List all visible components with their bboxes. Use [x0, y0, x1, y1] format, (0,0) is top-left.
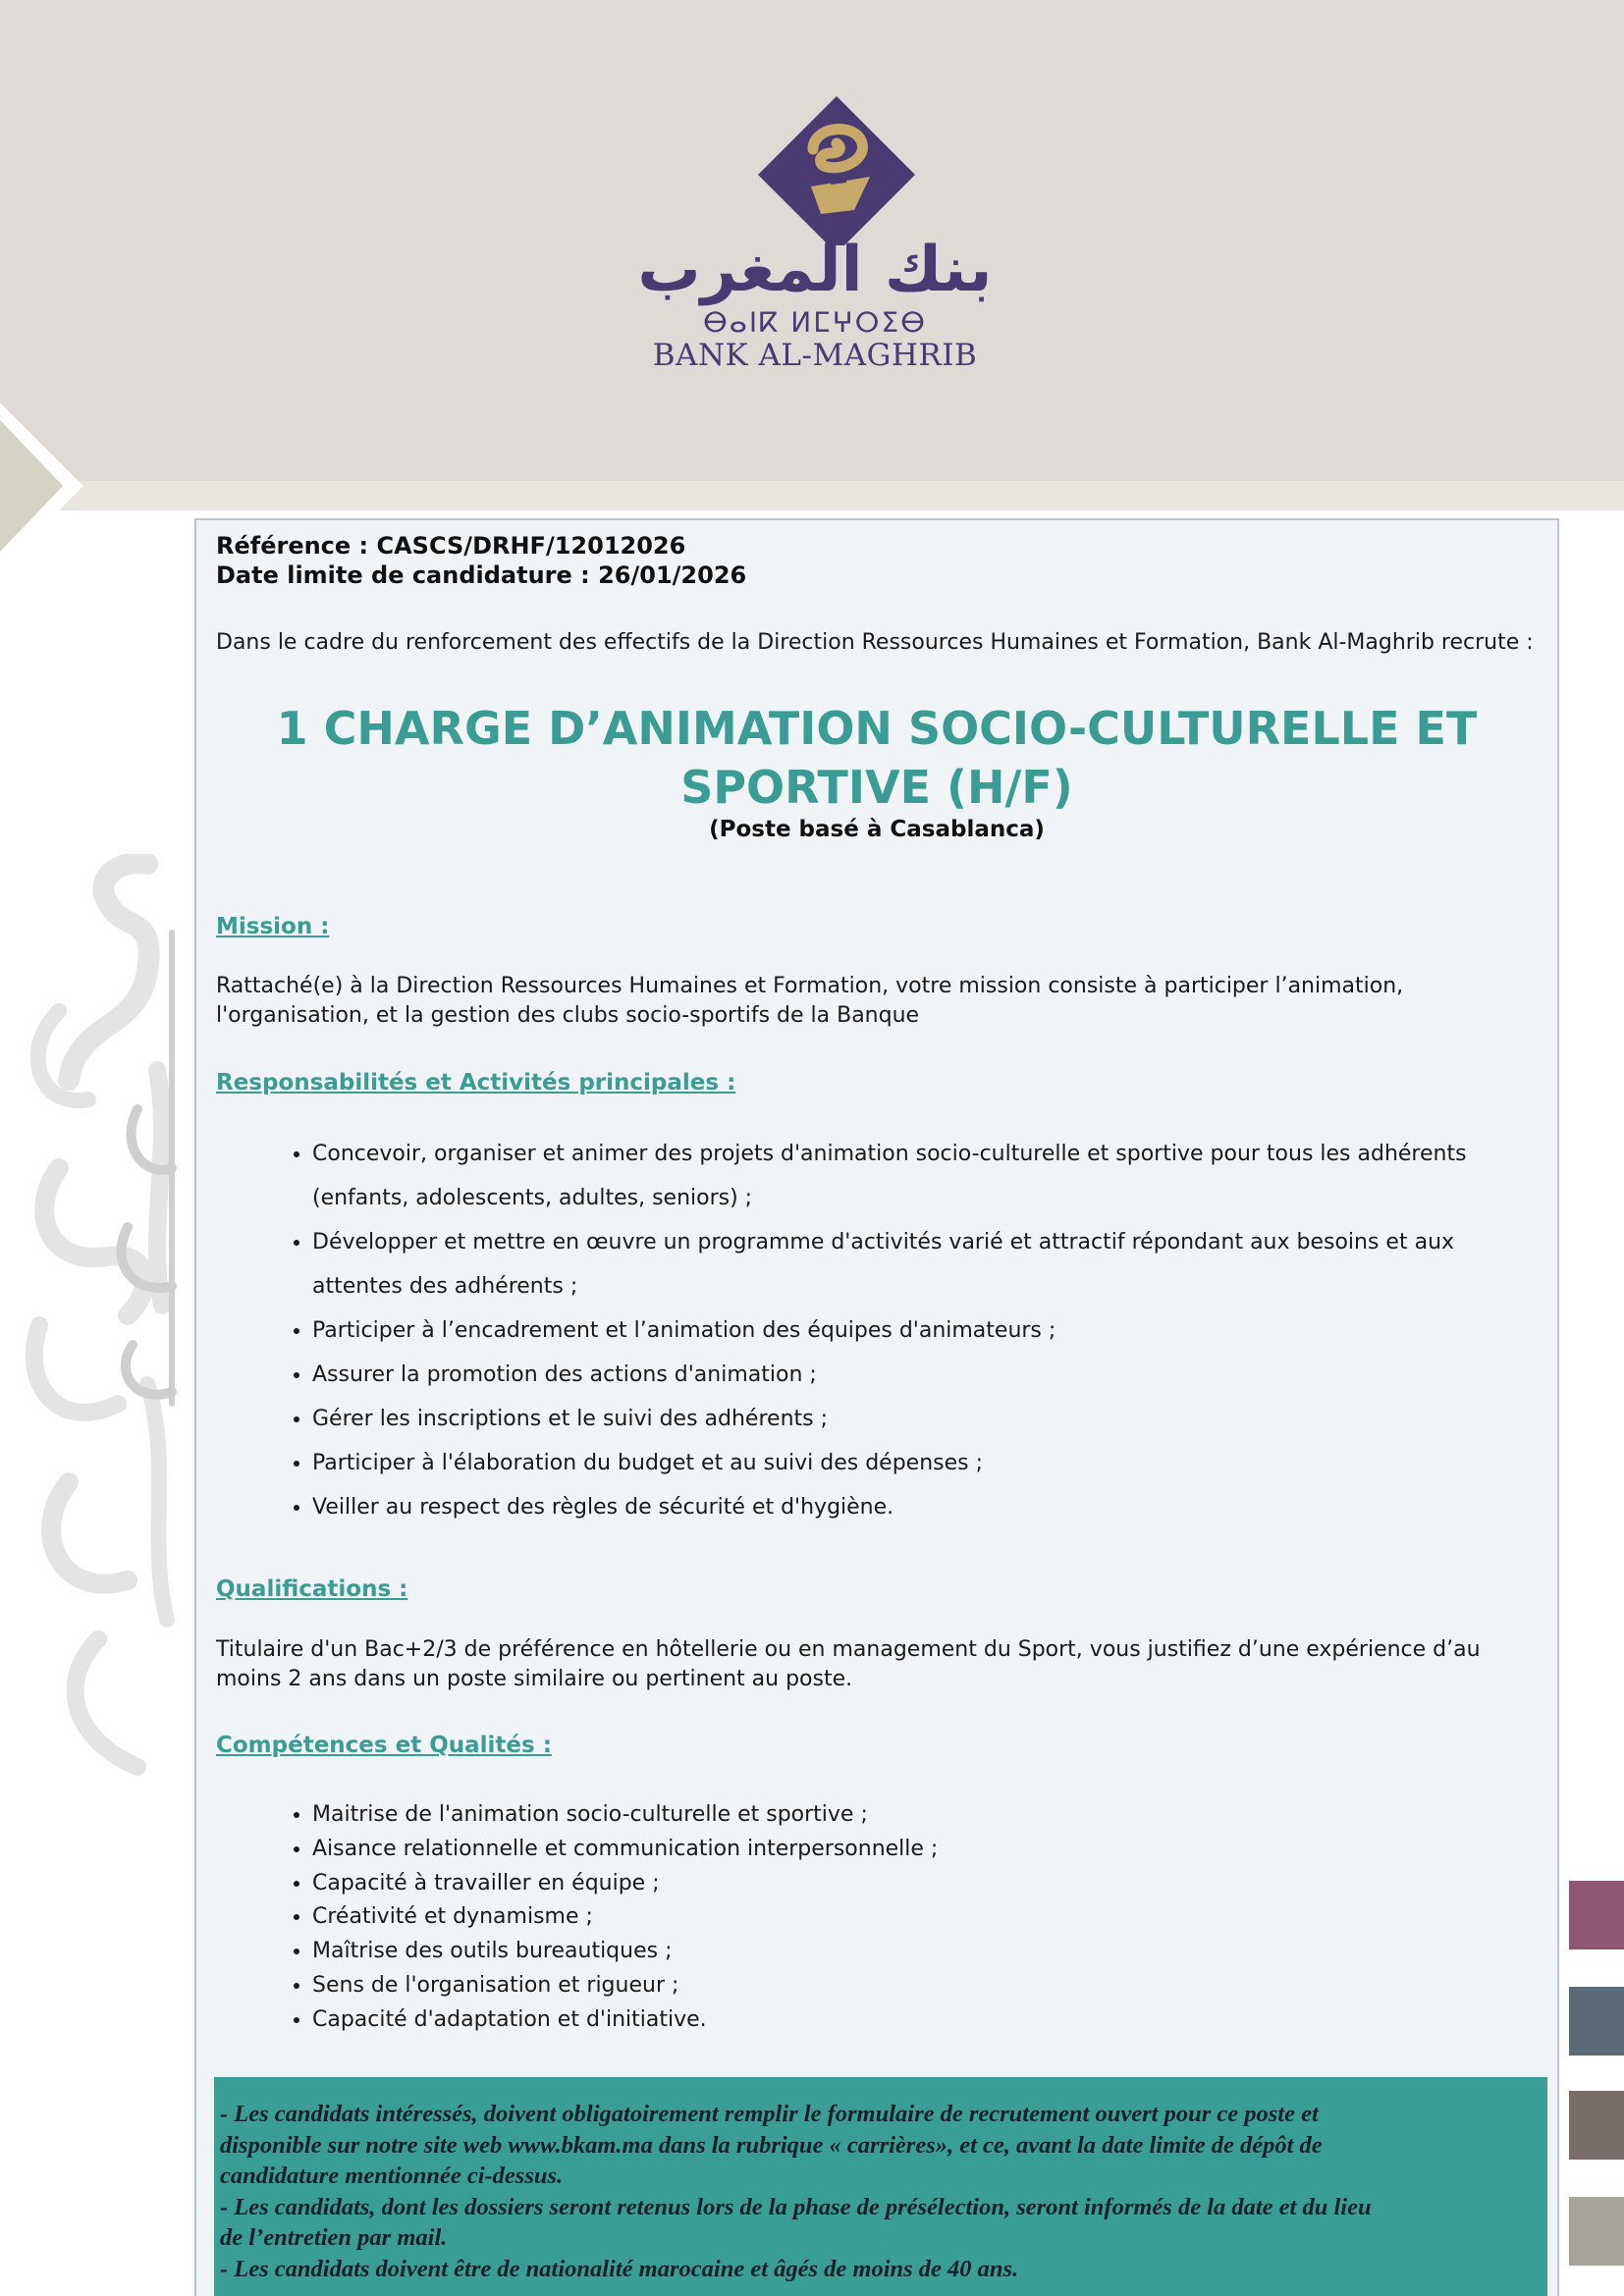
- list-item: • Sens de l'organisation et rigueur ;: [312, 1969, 938, 2003]
- mission-heading: Mission :: [216, 914, 330, 939]
- calligraphy-watermark: [0, 854, 196, 1796]
- list-item: • Maîtrise des outils bureautiques ;: [312, 1935, 938, 1969]
- list-item: • Capacité à travailler en équipe ;: [312, 1867, 938, 1901]
- list-item: • Gérer les inscriptions et le suivi des adhérents ;: [312, 1397, 1467, 1441]
- list-item: • Créativité et dynamisme ;: [312, 1900, 938, 1935]
- color-swatch-1: [1569, 1881, 1624, 1949]
- list-item: • Assurer la promotion des actions d'animation ;: [312, 1353, 1467, 1397]
- reference-line: Référence : CASCS/DRHF/12012026: [216, 532, 686, 560]
- logo-arabic-name: بنك المغرب: [637, 234, 993, 306]
- job-title-line2: SPORTIVE (H/F): [680, 761, 1073, 814]
- color-swatch-4: [1569, 2197, 1624, 2266]
- qualifications-text-line1: Titulaire d'un Bac+2/3 de préférence en hôtellerie ou en management du Sport, vous justifiez d’une expérience d’au: [216, 1637, 1481, 1662]
- color-swatch-2: [1569, 1987, 1624, 2056]
- mission-text-line2: l'organisation, et la gestion des clubs socio-sportifs de la Banque: [216, 1003, 920, 1028]
- list-item: • Maitrise de l'animation socio-culturelle et sportive ;: [312, 1798, 938, 1833]
- list-item: • Veiller au respect des règles de sécurité et d'hygiène.: [312, 1485, 1467, 1529]
- notice-line: - Les candidats, dont les dossiers seront retenus lors de la phase de présélection, seront informés de la date et du lieu: [220, 2193, 1372, 2220]
- list-item: • Participer à l'élaboration du budget et au suivi des dépenses ;: [312, 1441, 1467, 1485]
- qualifications-heading: Qualifications :: [216, 1576, 408, 1602]
- notice-line: candidature mentionnée ci-dessus.: [220, 2163, 564, 2189]
- notice-line: de l’entretien par mail.: [220, 2224, 448, 2251]
- skills-heading: Compétences et Qualités :: [216, 1733, 552, 1758]
- emblem-icon: [589, 88, 1041, 245]
- color-swatch-3: [1569, 2091, 1624, 2160]
- deadline-line: Date limite de candidature : 26/01/2026: [216, 561, 747, 589]
- notice-line: disponible sur notre site web www.bkam.ma dans la rubrique « carrières», et ce, avant la date limite de dépôt de: [220, 2131, 1323, 2159]
- notice-line: - Les candidats intéressés, doivent obligatoirement remplir le formulaire de recrutement ouvert pour ce poste et: [220, 2101, 1319, 2127]
- chevron-decoration: [0, 402, 88, 569]
- qualifications-text-line2: moins 2 ans dans un poste similaire ou pertinent au poste.: [216, 1667, 853, 1691]
- application-notice: [214, 2077, 1547, 2296]
- list-item: • Concevoir, organiser et animer des projets d'animation socio-culturelle et sportive pour tous les adhérents (enfants, adolescents, adultes, seniors) ;: [312, 1132, 1467, 1220]
- responsibilities-list: [265, 1132, 1467, 1529]
- list-item: • Développer et mettre en œuvre un programme d'activités varié et attractif répondant aux besoins et aux attentes des adhérents ;: [312, 1220, 1467, 1308]
- list-item: • Aisance relationnelle et communication interpersonnelle ;: [312, 1833, 938, 1867]
- logo-latin-name: BANK AL-MAGHRIB: [652, 338, 978, 373]
- skills-list: [265, 1798, 938, 2038]
- job-title-line1: 1 CHARGE D’ANIMATION SOCIO-CULTURELLE ET: [276, 702, 1478, 755]
- responsibilities-heading: Responsabilités et Activités principales :: [216, 1070, 736, 1095]
- mission-text-line1: Rattaché(e) à la Direction Ressources Humaines et Formation, votre mission consiste à participer l’animation,: [216, 974, 1404, 998]
- bank-logo: [589, 88, 1041, 383]
- job-location: (Poste basé à Casablanca): [709, 817, 1045, 842]
- list-item: • Capacité d'adaptation et d'initiative.: [312, 2003, 938, 2038]
- logo-tifinagh-name: ⴱⴰⵏⴽ ⵍⵎⵖⵔⵉⴱ: [702, 306, 928, 339]
- notice-line: - Les candidats doivent être de nationalité marocaine et âgés de moins de 40 ans.: [220, 2255, 1019, 2282]
- list-item: • Participer à l’encadrement et l’animation des équipes d'animateurs ;: [312, 1308, 1467, 1353]
- header-strip: [0, 481, 1624, 510]
- watermark-text: بنك المغرب: [0, 854, 5, 855]
- intro-text: Dans le cadre du renforcement des effectifs de la Direction Ressources Humaines et Formation, Bank Al-Maghrib recrute :: [216, 630, 1534, 655]
